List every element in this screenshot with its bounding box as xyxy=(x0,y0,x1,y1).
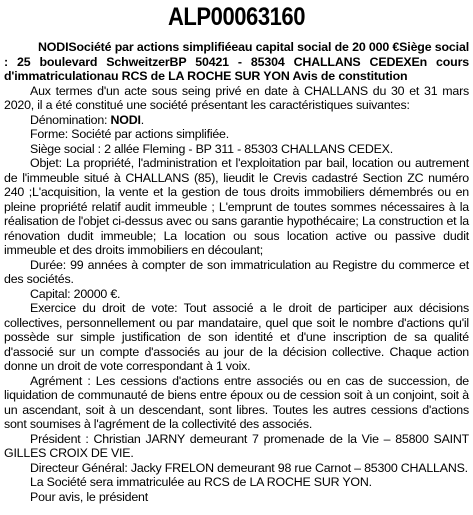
paragraph-approval: Agrément : Les cessions d'actions entre associés ou en cas de succession, de liquidation de communauté de biens entre époux ou de cession soit à un conjoint, soit à un ascendant, soit à un descendant, sont libres. Toutes les autres cessions d'actions sont soumises à l'agrément de la collectivité des associés. xyxy=(4,373,469,431)
notice-header: NODISociété par actions simplifiéeau capital social de 20 000 €Siège social : 25 boulevard SchweitzerBP 50421 - 85304 CHALLANS CEDEXEn cours d'immatriculationau RCS de LA ROCHE SUR YON Avis de constitution xyxy=(4,40,469,83)
paragraph-registered-office: Siège social : 2 allée Fleming - BP 311 - 85303 CHALLANS CEDEX. xyxy=(30,141,393,156)
notice-body xyxy=(4,84,469,505)
paragraph-capital: Capital: 20000 €. xyxy=(30,286,121,301)
paragraph-denomination xyxy=(4,113,469,128)
paragraph-duration: Durée: 99 années à compter de son immatriculation au Registre du commerce et des sociétés. xyxy=(4,257,469,286)
paragraph-form: Forme: Société par actions simplifiée. xyxy=(30,127,229,141)
paragraph-signature: Pour avis, le président xyxy=(30,489,148,504)
legal-notice xyxy=(0,2,473,515)
notice-reference: ALP00063160 xyxy=(167,3,306,31)
paragraph-purpose: Objet: La propriété, l'administration et l'exploitation par bail, location ou autrement de l'immeuble situé à CHALLANS (85), lieudit le Crevis cadastré Section ZC numéro 240 ;L'acquisition, la vente et la gestion de tous droits immobiliers démembrés ou en pleine propriété relatif audit immeuble ; L'emprunt de toutes sommes nécessaires à la réalisation de l'objet ci-dessus avec ou sans garantie hypothécaire; La construction et la rénovation dudit immeuble; La location ou sous location active ou passive dudit immeuble et des droits immobiliers en découlant; xyxy=(4,156,469,257)
paragraph-registration: La Société sera immatriculée au RCS de LA ROCHE SUR YON. xyxy=(30,475,372,489)
denomination-end: . xyxy=(140,112,144,127)
paragraph-president: Président : Christian JARNY demeurant 7 promenade de la Vie – 85800 SAINT GILLES CROIX DE VIE. xyxy=(4,431,469,460)
paragraph-general-director: Directeur Général: Jacky FRELON demeurant 98 rue Carnot – 85300 CHALLANS. xyxy=(30,460,468,475)
denomination-value: NODI xyxy=(110,112,141,127)
denomination-label: Dénomination: xyxy=(30,112,111,127)
paragraph-voting-rights: Exercice du droit de vote: Tout associé a le droit de participer aux décisions collectives, personnellement ou par mandataire, quel que soit le nombre d'actions qu'il possède sur simple justification de son identité et d'une inscription de sa qualité d'associé sur un compte d'associés au jour de la décision collective. Chaque action donne un droit de vote correspondant à 1 voix. xyxy=(4,301,469,373)
paragraph-act: Aux termes d'un acte sous seing privé en date à CHALLANS du 30 et 31 mars 2020, il a été constitué une société présentant les caractéristiques suivantes: xyxy=(4,83,469,112)
